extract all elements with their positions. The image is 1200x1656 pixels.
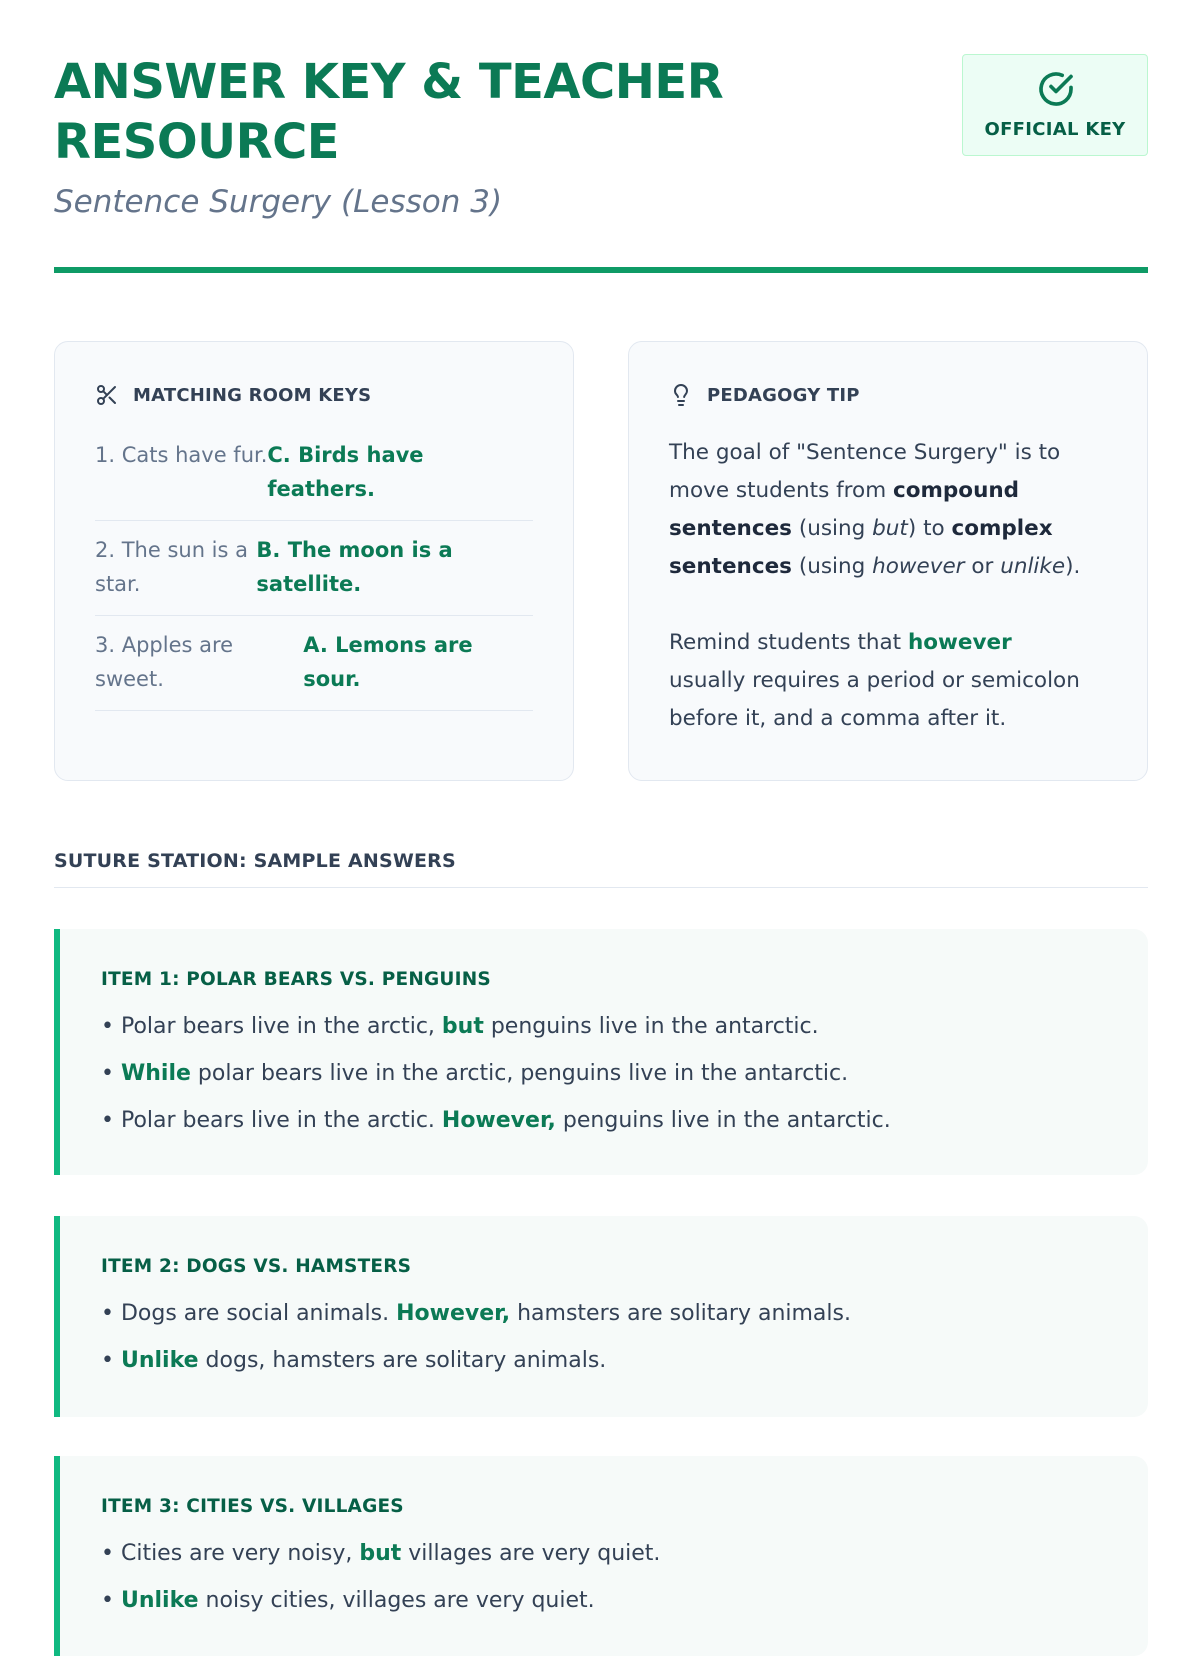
item-title: ITEM 3: CITIES VS. VILLAGES xyxy=(101,1496,404,1517)
answer-line xyxy=(101,1577,660,1624)
connector-keyword: Unlike xyxy=(120,1348,199,1373)
answer-text: penguins live in the antarctic. xyxy=(555,1108,891,1133)
item-answers xyxy=(101,1530,660,1624)
connector-keyword: but xyxy=(441,1014,484,1039)
sample-answer-item xyxy=(54,1216,1148,1417)
tip-card-heading xyxy=(669,380,860,410)
answer-line xyxy=(101,1003,891,1050)
connector-keyword: but xyxy=(359,1541,402,1566)
tip-paragraph-1 xyxy=(669,434,1089,586)
answer-text: • xyxy=(101,1061,121,1086)
matching-row xyxy=(95,521,533,616)
answer-text: polar bears live in the arctic, penguins live in the antarctic. xyxy=(190,1061,849,1086)
matching-row xyxy=(95,616,533,711)
answer-line xyxy=(101,1337,851,1384)
tip-italic-term: unlike xyxy=(1000,554,1066,579)
answer-text: noisy cities, villages are very quiet. xyxy=(198,1588,595,1613)
matching-answer: B. The moon is a satellite. xyxy=(256,538,453,596)
tip-emphasis: compound sentences xyxy=(669,478,1020,541)
matching-prompt: 1. Cats have fur. xyxy=(95,443,268,467)
item-answers xyxy=(101,1003,891,1144)
item-title: ITEM 1: POLAR BEARS VS. PENGUINS xyxy=(101,969,491,990)
section-divider xyxy=(54,887,1148,888)
answer-line xyxy=(101,1530,660,1577)
tip-italic-term: however xyxy=(872,554,965,579)
answer-text: • Dogs are social animals. xyxy=(101,1301,397,1326)
tip-paragraph-2 xyxy=(669,624,1089,738)
answer-text: dogs, hamsters are solitary animals. xyxy=(198,1348,607,1373)
tip-text-segment: (using xyxy=(791,554,873,579)
answer-text: • Polar bears live in the arctic, xyxy=(101,1014,442,1039)
item-title: ITEM 2: DOGS VS. HAMSTERS xyxy=(101,1256,412,1277)
matching-row xyxy=(95,426,533,521)
sample-answer-item xyxy=(54,929,1148,1175)
connector-keyword: Unlike xyxy=(120,1588,199,1613)
official-key-badge xyxy=(962,54,1148,156)
answer-key-page xyxy=(54,0,1148,1613)
matching-room-keys-card xyxy=(54,341,574,781)
badge-label: OFFICIAL KEY xyxy=(984,119,1126,140)
answer-text: • xyxy=(101,1348,121,1373)
pedagogy-tip-card xyxy=(628,341,1148,781)
connector-keyword: While xyxy=(120,1061,191,1086)
connector-keyword: However, xyxy=(441,1108,556,1133)
answer-text: • Polar bears live in the arctic. xyxy=(101,1108,442,1133)
answer-text: • xyxy=(101,1588,121,1613)
answer-line xyxy=(101,1097,891,1144)
tip-keyword: however xyxy=(907,630,1012,655)
answer-text: hamsters are solitary animals. xyxy=(510,1301,851,1326)
answer-text: villages are very quiet. xyxy=(401,1541,661,1566)
scissors-icon xyxy=(95,383,119,407)
tip-italic-term: but xyxy=(872,516,908,541)
section-title: SUTURE STATION: SAMPLE ANSWERS xyxy=(54,850,456,872)
tip-text-segment: or xyxy=(964,554,1001,579)
sample-answer-item xyxy=(54,1456,1148,1656)
tip-text-segment: ). xyxy=(1065,554,1081,579)
matching-card-heading xyxy=(95,380,371,410)
tip-text-segment: ) to xyxy=(907,516,952,541)
page-subtitle: Sentence Surgery (Lesson 3) xyxy=(54,184,503,220)
answer-line xyxy=(101,1290,851,1337)
tip-text-segment: The goal of "Sentence Surgery" is to move students from xyxy=(669,440,1061,503)
matching-prompt: 2. The sun is a star. xyxy=(95,538,248,596)
answer-text: • Cities are very noisy, xyxy=(101,1541,360,1566)
tip-text-segment: Remind students that xyxy=(669,630,908,655)
page-title: ANSWER KEY & TEACHER RESOURCE xyxy=(54,54,724,170)
matching-answer: C. Birds have feathers. xyxy=(267,443,424,501)
answer-line xyxy=(101,1050,891,1097)
connector-keyword: However, xyxy=(396,1301,511,1326)
check-circle-icon xyxy=(1036,69,1076,109)
tip-heading-label: PEDAGOGY TIP xyxy=(707,384,860,406)
matching-answer: A. Lemons are sour. xyxy=(303,633,473,691)
lightbulb-icon xyxy=(669,383,693,407)
matching-list xyxy=(95,426,533,711)
tip-emphasis: complex sentences xyxy=(669,516,1053,579)
tip-body xyxy=(669,434,1089,776)
answer-text: penguins live in the antarctic. xyxy=(483,1014,819,1039)
matching-heading-label: MATCHING ROOM KEYS xyxy=(133,384,372,406)
matching-prompt: 3. Apples are sweet. xyxy=(95,633,234,691)
tip-text-segment: usually requires a period or semicolon before it, and a comma after it. xyxy=(669,668,1080,731)
header-divider xyxy=(54,267,1148,273)
tip-text-segment: (using xyxy=(791,516,873,541)
item-answers xyxy=(101,1290,851,1384)
